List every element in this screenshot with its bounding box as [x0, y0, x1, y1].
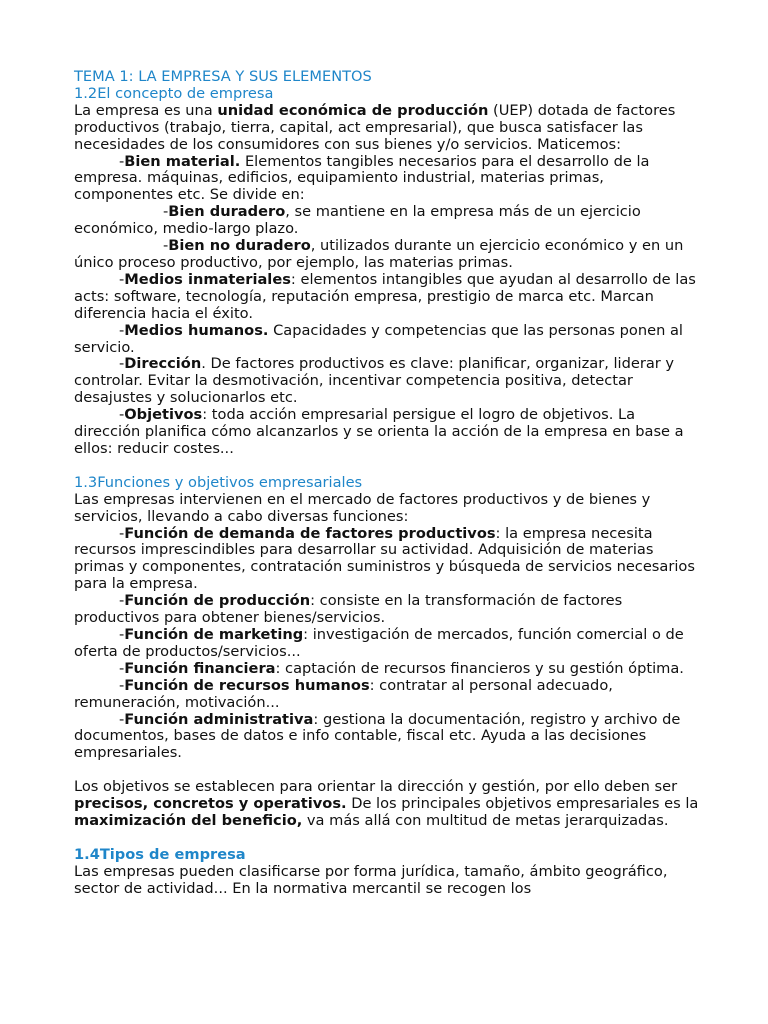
bullet-dash: -	[119, 406, 125, 424]
text: De los principales objetivos empresariales es la	[346, 795, 699, 813]
bold-term: maximización del beneficio,	[74, 812, 303, 830]
bold-term: Dirección	[124, 355, 202, 373]
text: La empresa es una	[74, 101, 218, 119]
item-funcion-administrativa	[74, 712, 699, 763]
bullet-dash: -	[119, 321, 125, 339]
document-title: TEMA 1: LA EMPRESA Y SUS ELEMENTOS	[74, 68, 372, 85]
text: Capacidades y competencias que las personas ponen al servicio.	[74, 321, 683, 356]
section-heading-1-4: 1.4Tipos de empresa	[74, 845, 246, 863]
paragraph-tipos: Las empresas pueden clasificarse por forma jurídica, tamaño, ámbito geográfico, sector de actividad... En la normativa mercantil se recogen los	[74, 862, 668, 897]
bold-term: Objetivos	[124, 406, 203, 424]
bold-term: Función de demanda de factores productivos	[124, 524, 496, 542]
text: : captación de recursos financieros y su gestión óptima.	[275, 659, 684, 677]
bold-term: precisos, concretos y operativos.	[74, 795, 347, 813]
bold-term: Medios inmateriales	[124, 270, 291, 288]
item-bien-no-duradero	[74, 238, 699, 272]
document-page	[74, 69, 699, 898]
item-funcion-recursos-humanos	[74, 678, 699, 712]
bold-term: Bien no duradero	[168, 237, 311, 255]
item-bien-duradero	[74, 204, 699, 238]
item-funcion-demanda	[74, 526, 699, 594]
text: . De factores productivos es clave: planificar, organizar, liderar y controlar. Evitar la desmotivación, incentivar competencia positiva, detectar desajustes y solucionarlos etc.	[74, 355, 675, 407]
bullet-dash: -	[119, 270, 125, 288]
item-direccion	[74, 356, 699, 407]
text: : consiste en la transformación de factores productivos para obtener bienes/servicios.	[74, 592, 623, 627]
text: : toda acción empresarial persigue el logro de objetivos. La dirección planifica cómo alcanzarlos y se orienta la acción de la empresa en base a ellos: reducir costes...	[74, 406, 684, 457]
item-funcion-marketing	[74, 627, 699, 661]
bold-term: unidad económica de producción	[217, 101, 489, 119]
text: , se mantiene en la empresa más de un ejercicio económico, medio-largo plazo.	[74, 203, 641, 238]
paragraph-funciones-intro: Las empresas intervienen en el mercado de factores productivos y de bienes y servicios, llevando a cabo diversas funciones:	[74, 490, 651, 525]
bullet-dash: -	[119, 524, 125, 542]
bullet-dash: -	[119, 592, 125, 610]
item-funcion-financiera	[74, 661, 699, 678]
item-bien-material	[74, 154, 699, 205]
bullet-dash: -	[119, 626, 125, 643]
bullet-dash: -	[119, 355, 125, 373]
item-medios-humanos	[74, 323, 699, 357]
section-heading-1-3: 1.3Funciones y objetivos empresariales	[74, 473, 363, 491]
text: : contratar al personal adecuado, remuneración, motivación...	[74, 676, 613, 711]
bold-term: Bien material.	[124, 152, 241, 170]
item-medios-inmateriales	[74, 272, 699, 323]
bullet-dash: -	[119, 710, 125, 728]
text: va más allá con multitud de metas jerarquizadas.	[302, 812, 669, 830]
spacer	[74, 458, 699, 475]
bold-term: Función de marketing	[124, 626, 304, 643]
paragraph-intro	[74, 103, 699, 154]
bullet-dash: -	[119, 152, 125, 170]
bold-term: Medios humanos.	[124, 321, 269, 339]
text: : gestiona la documentación, registro y archivo de documentos, bases de datos e info contable, fiscal etc. Ayuda a las decisiones empresariales.	[74, 710, 681, 762]
bullet-dash: -	[119, 676, 125, 694]
text: , utilizados durante un ejercicio económico y en un único proceso productivo, por ejemplo, las materias primas.	[74, 237, 684, 271]
text: Elementos tangibles necesarios para el desarrollo de la empresa. máquinas, edificios, equipamiento industrial, materias primas, componentes etc. Se divide en:	[74, 152, 650, 204]
bullet-dash: -	[163, 203, 169, 221]
text: Los objetivos se establecen para orientar la dirección y gestión, por ello deben ser	[74, 778, 678, 796]
text: : investigación de mercados, función comercial o de oferta de productos/servicios...	[74, 626, 684, 660]
bold-term: Función de recursos humanos	[124, 676, 370, 694]
text: : elementos intangibles que ayudan al desarrollo de las acts: software, tecnología, reputación empresa, prestigio de marca etc. Marcan diferencia hacia el éxito.	[74, 270, 696, 322]
bold-term: Función financiera	[124, 659, 276, 677]
section-heading-1-2: 1.2El concepto de empresa	[74, 84, 274, 102]
paragraph-objetivos	[74, 779, 699, 830]
bullet-dash: -	[119, 659, 125, 677]
item-funcion-produccion	[74, 593, 699, 627]
spacer	[74, 830, 699, 847]
spacer	[74, 762, 699, 779]
bold-term: Bien duradero	[168, 203, 286, 221]
bullet-dash: -	[163, 237, 169, 255]
text: (UEP) dotada de factores productivos (trabajo, tierra, capital, act empresarial), que busca satisfacer las necesidades de los consumidores con sus bienes y/o servicios. Maticemos:	[74, 101, 676, 153]
item-objetivos	[74, 407, 699, 458]
text: : la empresa necesita recursos imprescindibles para desarrollar su actividad. Adquisición de materias primas y componentes, contratación suministros y búsqueda de servicios necesarios para la empresa.	[74, 524, 695, 593]
bold-term: Función administrativa	[124, 710, 314, 728]
bold-term: Función de producción	[124, 592, 311, 610]
